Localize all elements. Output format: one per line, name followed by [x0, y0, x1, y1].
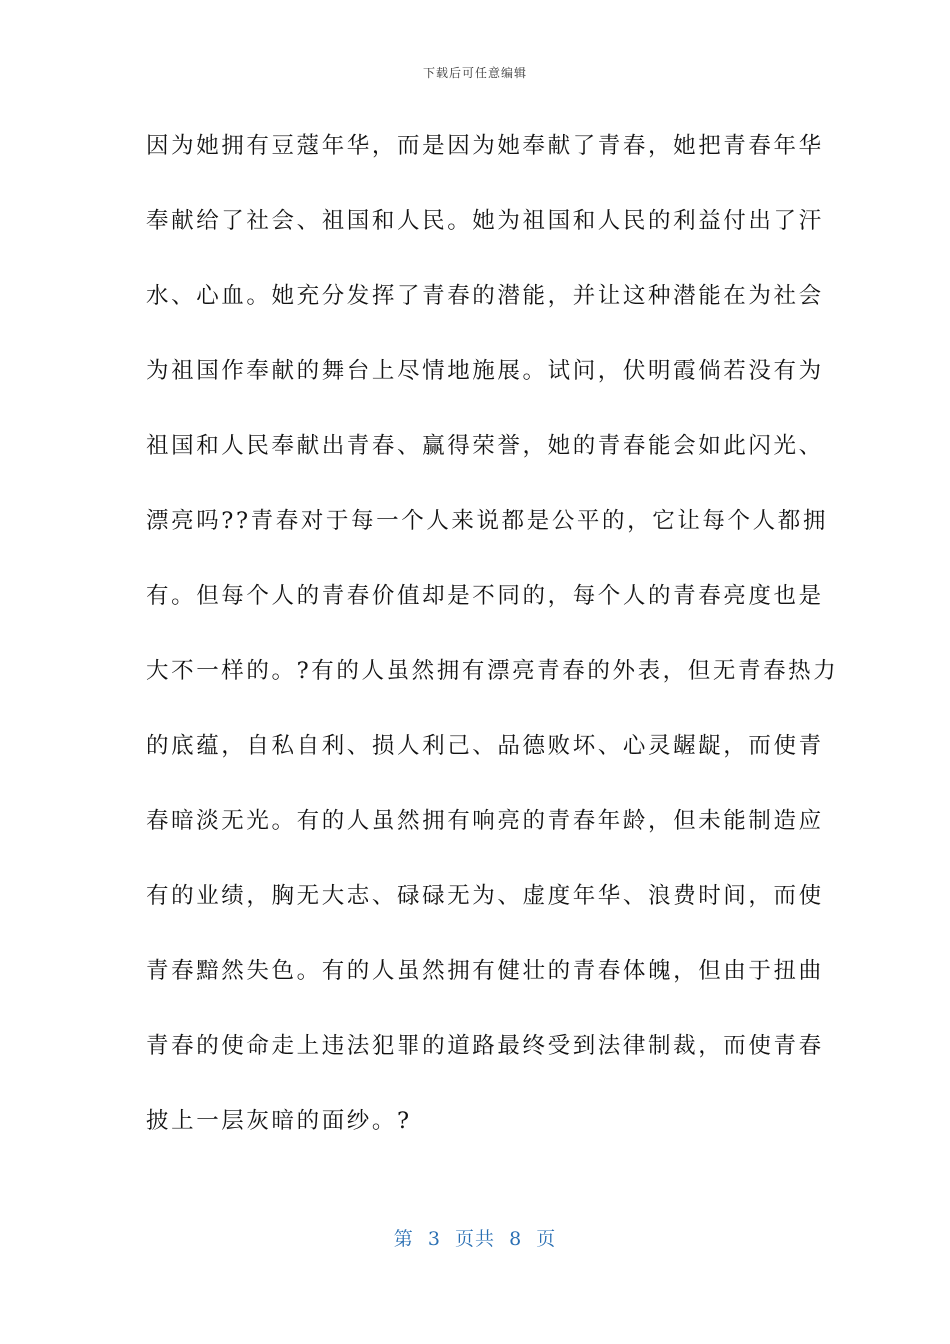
text-line: 有。但每个人的青春价值却是不同的，每个人的青春亮度也是 [146, 583, 824, 609]
text-line: 大不一样的。?有的人虽然拥有漂亮青春的外表，但无青春热力 [146, 658, 839, 684]
text-line: 青春黯然失色。有的人虽然拥有健壮的青春体魄，但由于扭曲 [146, 958, 824, 984]
text-line: 春暗淡无光。有的人虽然拥有响亮的青春年龄，但未能制造应 [146, 808, 824, 834]
text-line: 奉献给了社会、祖国和人民。她为祖国和人民的利益付出了汗 [146, 208, 824, 234]
text-line: 披上一层灰暗的面纱。? [146, 1108, 412, 1134]
body-text [146, 128, 839, 1178]
text-line: 青春的使命走上违法犯罪的道路最终受到法律制裁，而使青春 [146, 1033, 824, 1059]
text-line: 的底蕴，自私自利、损人利己、品德败坏、心灵龌龊，而使青 [146, 733, 824, 759]
page-number-footer: 第 3 页共 8 页 [393, 1228, 557, 1250]
text-line: 有的业绩，胸无大志、碌碌无为、虚度年华、浪费时间，而使 [146, 883, 824, 909]
text-line: 漂亮吗??青春对于每一个人来说都是公平的，它让每个人都拥 [146, 508, 828, 534]
text-line: 祖国和人民奉献出青春、赢得荣誉，她的青春能会如此闪光、 [146, 433, 824, 459]
text-line: 为祖国作奉献的舞台上尽情地施展。试问，伏明霞倘若没有为 [146, 358, 824, 384]
header-note: 下载后可任意编辑 [422, 66, 527, 80]
text-line: 因为她拥有豆蔻年华，而是因为她奉献了青春，她把青春年华 [146, 133, 824, 159]
text-line: 水、心血。她充分发挥了青春的潜能，并让这种潜能在为社会 [146, 283, 824, 309]
